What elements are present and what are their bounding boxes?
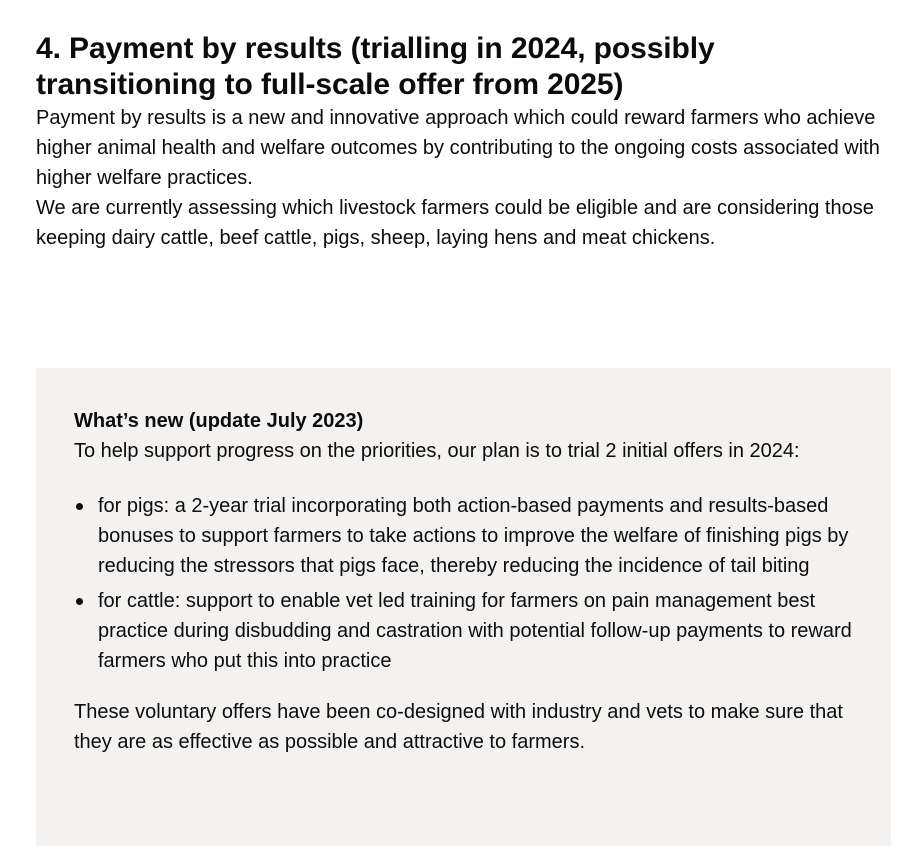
section-content [36, 0, 892, 253]
bullet-icon [76, 503, 83, 510]
bullet-icon [76, 598, 83, 605]
list-item [74, 491, 864, 581]
list-item-text: for cattle: support to enable vet led training for farmers on pain management best practice during disbudding and castration with potential follow-up payments to reward farmers who put this into practice [98, 590, 852, 672]
list-item [74, 586, 864, 676]
update-callout [36, 368, 891, 846]
callout-closing: These voluntary offers have been co-designed with industry and vets to make sure that they are as effective as possible and attractive to farmers. [74, 701, 843, 753]
callout-title: What’s new (update July 2023) [74, 410, 364, 432]
section-heading: 4. Payment by results (trialling in 2024, possibly transitioning to full-scale offer from 2025) [36, 32, 715, 101]
callout-intro: To help support progress on the priorities, our plan is to trial 2 initial offers in 2024: [74, 440, 800, 462]
eligibility-paragraph: We are currently assessing which livestock farmers could be eligible and are considering those keeping dairy cattle, beef cattle, pigs, sheep, laying hens and meat chickens. [36, 197, 874, 249]
list-item-text: for pigs: a 2-year trial incorporating both action-based payments and results-based bonuses to support farmers to take actions to improve the welfare of finishing pigs by reducing the stressors that pigs face, thereby reducing the incidence of tail biting [98, 495, 849, 577]
callout-body [74, 406, 864, 757]
offers-list [74, 491, 864, 676]
intro-paragraph: Payment by results is a new and innovative approach which could reward farmers who achieve higher animal health and welfare outcomes by contributing to the ongoing costs associated with higher welfare practices. [36, 107, 880, 189]
